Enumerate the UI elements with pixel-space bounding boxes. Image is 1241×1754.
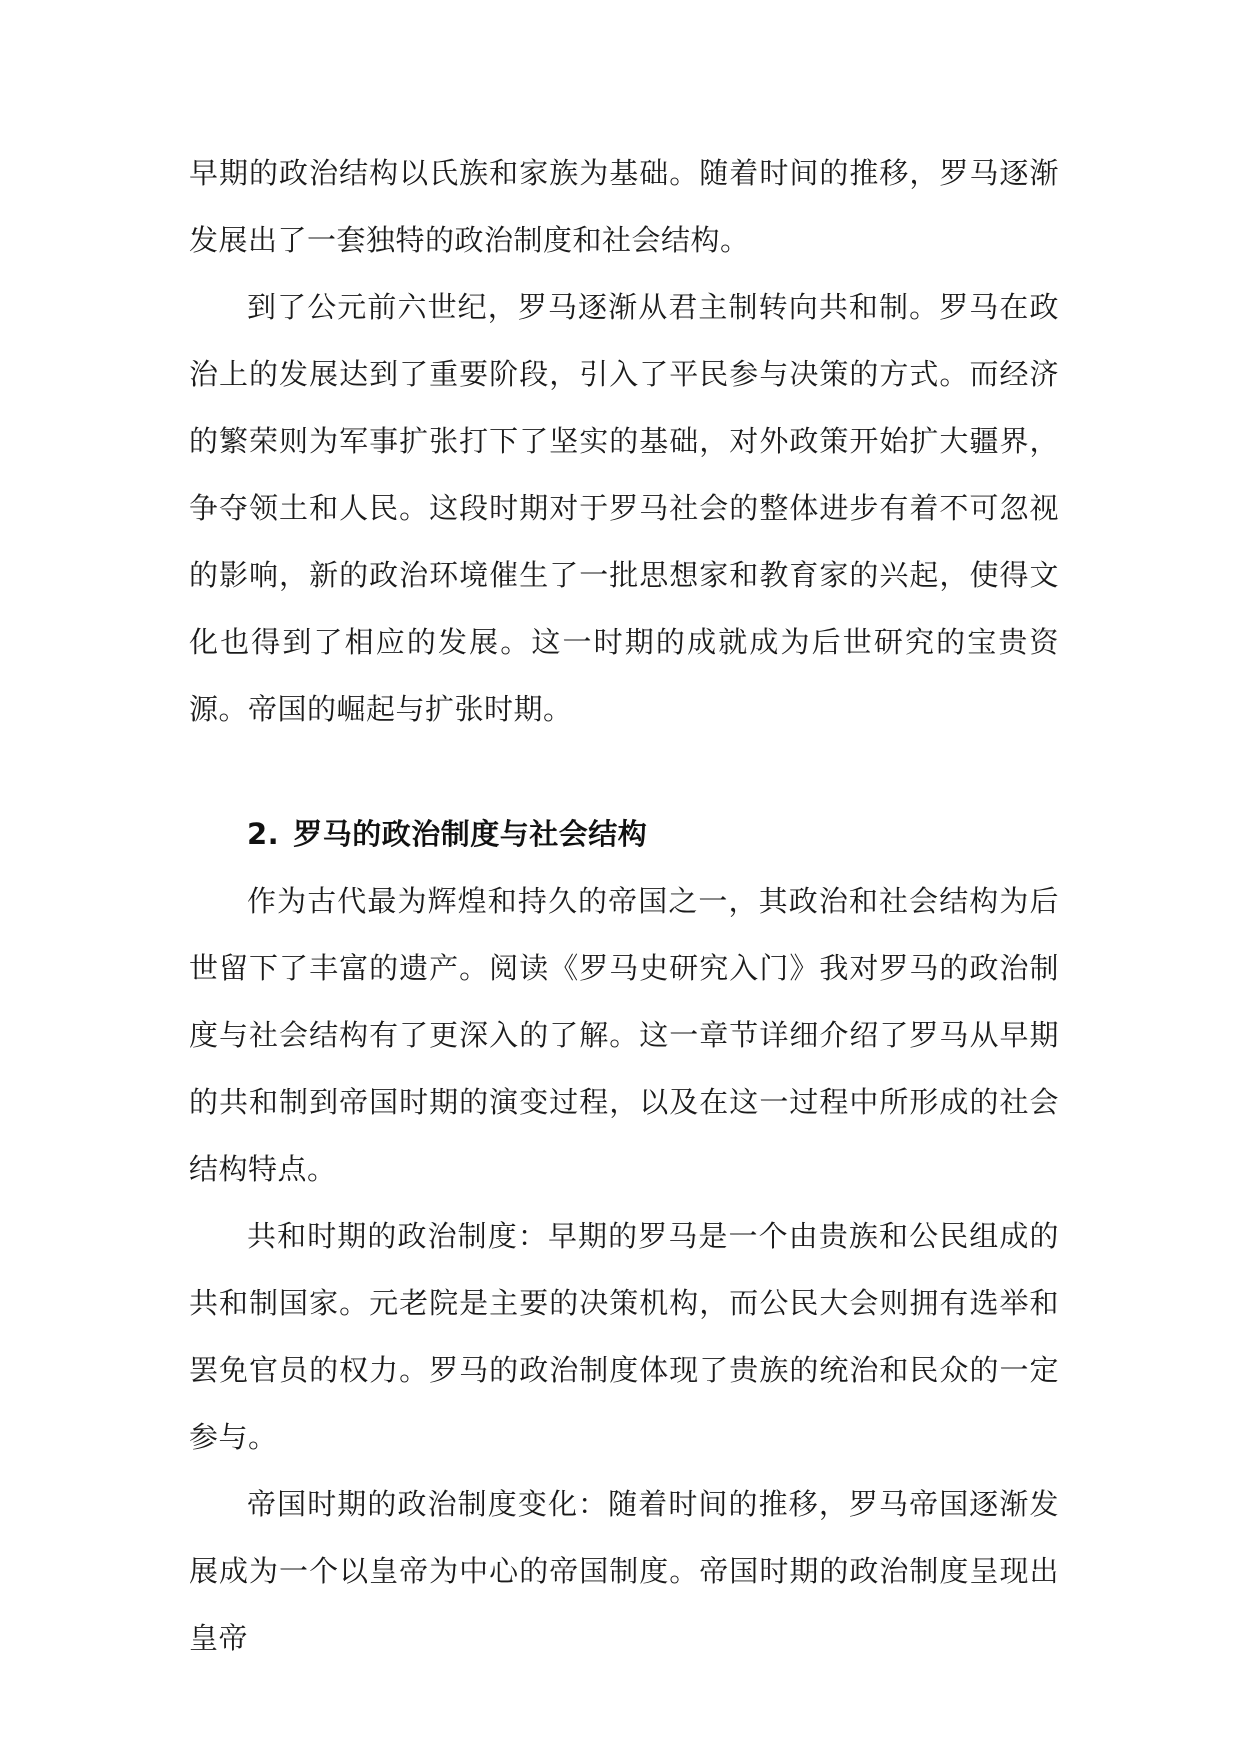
paragraph-imperial-politics: 帝国时期的政治制度变化：随着时间的推移，罗马帝国逐渐发展成为一个以皇帝为中心的帝国制度。帝国时期的政治制度呈现出皇帝 <box>189 1487 1059 1655</box>
document-body <box>189 140 1059 1672</box>
section-heading <box>189 801 1059 868</box>
paragraph-republic-politics: 共和时期的政治制度：早期的罗马是一个由贵族和公民组成的共和制国家。元老院是主要的决策机构，而公民大会则拥有选举和罢免官员的权力。罗马的政治制度体现了贵族的统治和民众的一定参与。 <box>189 1219 1059 1454</box>
paragraph-legacy-overview: 作为古代最为辉煌和持久的帝国之一，其政治和社会结构为后世留下了丰富的遗产。阅读《罗马史研究入门》我对罗马的政治制度与社会结构有了更深入的了解。这一章节详细介绍了罗马从早期的共和制到帝国时期的演变过程，以及在这一过程中所形成的社会结构特点。 <box>189 884 1059 1186</box>
paragraph-republic-transition: 到了公元前六世纪，罗马逐渐从君主制转向共和制。罗马在政治上的发展达到了重要阶段，引入了平民参与决策的方式。而经济的繁荣则为军事扩张打下了坚实的基础，对外政策开始扩大疆界，争夺领土和人民。这段时期对于罗马社会的整体进步有着不可忽视的影响，新的政治环境催生了一批思想家和教育家的兴起，使得文化也得到了相应的发展。这一时期的成就成为后世研究的宝贵资源。帝国的崛起与扩张时期。 <box>189 290 1059 726</box>
paragraph-early-political-structure: 早期的政治结构以氏族和家族为基础。随着时间的推移，罗马逐渐发展出了一套独特的政治制度和社会结构。 <box>189 156 1059 257</box>
section-number: 2. <box>247 817 280 851</box>
section-title: 罗马的政治制度与社会结构 <box>293 817 648 851</box>
